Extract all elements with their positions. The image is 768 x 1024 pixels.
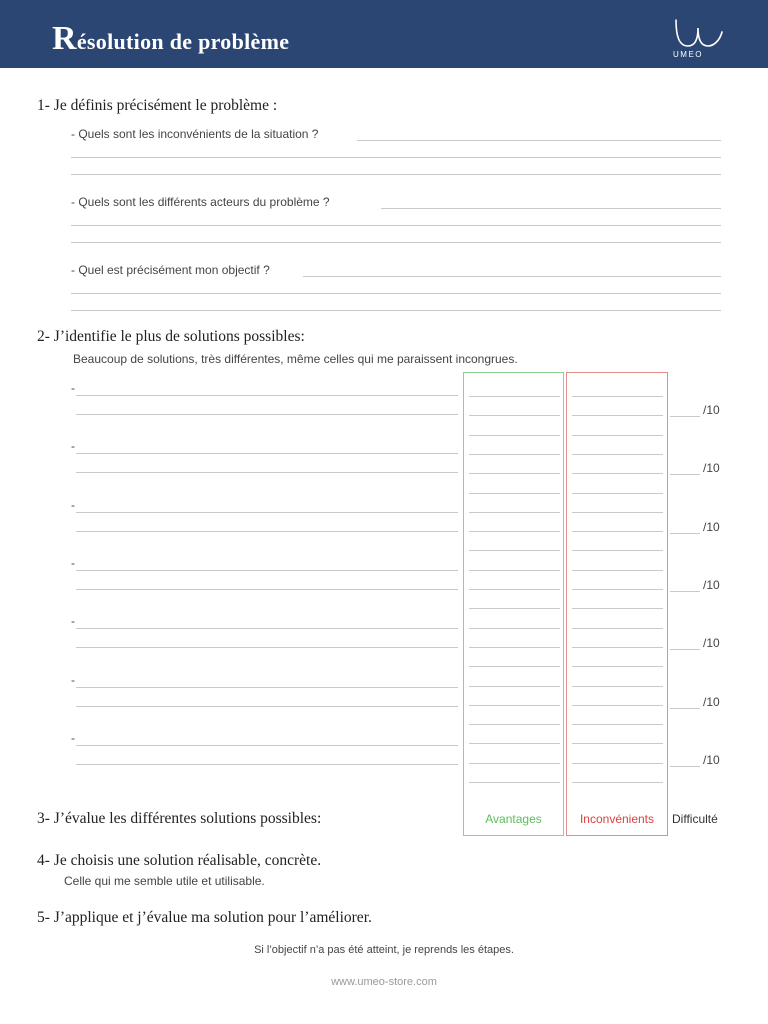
section-1-heading: 1- Je définis précisément le problème : xyxy=(37,97,278,114)
difficulty-score-line[interactable] xyxy=(670,766,700,767)
disadvantage-line[interactable] xyxy=(572,589,663,590)
disadvantage-line[interactable] xyxy=(572,705,663,706)
advantages-label: Avantages xyxy=(485,812,542,826)
solution-dash: - xyxy=(71,497,75,512)
advantage-line[interactable] xyxy=(469,666,560,667)
section-5-heading: 5- J’applique et j’évalue ma solution pour l’améliorer. xyxy=(37,909,372,926)
difficulty-score: /10 xyxy=(703,519,720,534)
advantages-column xyxy=(463,372,564,836)
answer-line[interactable] xyxy=(303,276,721,277)
difficulty-score-line[interactable] xyxy=(670,708,700,709)
solution-line[interactable] xyxy=(76,745,458,746)
answer-line[interactable] xyxy=(71,310,721,311)
difficulty-score: /10 xyxy=(703,577,720,592)
section-3-heading: 3- J’évalue les différentes solutions possibles: xyxy=(37,810,322,827)
disadvantage-line[interactable] xyxy=(572,454,663,455)
answer-line[interactable] xyxy=(71,157,721,158)
difficulty-score: /10 xyxy=(703,461,720,476)
advantage-line[interactable] xyxy=(469,473,560,474)
solution-line[interactable] xyxy=(76,589,458,590)
disadvantages-label: Inconvénients xyxy=(579,812,655,826)
advantage-line[interactable] xyxy=(469,724,560,725)
disadvantage-line[interactable] xyxy=(572,743,663,744)
solution-line[interactable] xyxy=(76,687,458,688)
difficulty-score: /10 xyxy=(703,636,720,651)
disadvantage-line[interactable] xyxy=(572,396,663,397)
title-initial: R xyxy=(52,20,77,57)
section-5-note: Si l’objectif n’a pas été atteint, je reprends les étapes. xyxy=(254,944,514,956)
disadvantage-line[interactable] xyxy=(572,570,663,571)
difficulty-score: /10 xyxy=(703,403,720,417)
solution-line[interactable] xyxy=(76,647,458,648)
difficulty-score-line[interactable] xyxy=(670,591,700,592)
difficulty-score: /10 xyxy=(703,752,720,767)
difficulty-score-line[interactable] xyxy=(670,533,700,534)
solution-line[interactable] xyxy=(76,414,458,415)
disadvantage-line[interactable] xyxy=(572,608,663,609)
answer-line[interactable] xyxy=(357,140,721,141)
question-inconvenients: - Quels sont les inconvénients de la situation ? xyxy=(71,127,319,141)
advantage-line[interactable] xyxy=(469,531,560,532)
advantage-line[interactable] xyxy=(469,608,560,609)
page-title xyxy=(52,22,289,56)
section-4-subtitle: Celle qui me semble utile et utilisable. xyxy=(64,874,265,888)
disadvantage-line[interactable] xyxy=(572,531,663,532)
solution-dash: - xyxy=(71,614,75,629)
difficulty-score-line[interactable] xyxy=(670,649,700,650)
disadvantage-line[interactable] xyxy=(572,435,663,436)
solution-line[interactable] xyxy=(76,531,458,532)
advantage-line[interactable] xyxy=(469,647,560,648)
disadvantage-line[interactable] xyxy=(572,493,663,494)
disadvantage-line[interactable] xyxy=(572,647,663,648)
advantage-line[interactable] xyxy=(469,743,560,744)
disadvantage-line[interactable] xyxy=(572,666,663,667)
answer-line[interactable] xyxy=(71,293,721,294)
question-acteurs: - Quels sont les différents acteurs du problème ? xyxy=(71,195,330,209)
disadvantages-column xyxy=(566,372,668,836)
answer-line[interactable] xyxy=(71,225,721,226)
title-rest: ésolution de problème xyxy=(76,29,290,54)
question-objectif: - Quel est précisément mon objectif ? xyxy=(71,263,270,277)
solution-line[interactable] xyxy=(76,706,458,707)
footer-url[interactable]: www.umeo-store.com xyxy=(331,976,437,988)
umeo-logo xyxy=(666,14,730,62)
disadvantage-line[interactable] xyxy=(572,550,663,551)
solution-line[interactable] xyxy=(76,453,458,454)
disadvantage-line[interactable] xyxy=(572,782,663,783)
advantage-line[interactable] xyxy=(469,493,560,494)
advantage-line[interactable] xyxy=(469,686,560,687)
answer-line[interactable] xyxy=(71,174,721,175)
solution-line[interactable] xyxy=(76,570,458,571)
disadvantage-line[interactable] xyxy=(572,473,663,474)
advantage-line[interactable] xyxy=(469,628,560,629)
solution-dash: - xyxy=(71,672,75,687)
advantage-line[interactable] xyxy=(469,570,560,571)
advantage-line[interactable] xyxy=(469,782,560,783)
difficulty-score-line[interactable] xyxy=(670,416,700,417)
section-4-heading: 4- Je choisis une solution réalisable, concrète. xyxy=(37,852,322,869)
disadvantage-line[interactable] xyxy=(572,628,663,629)
solution-dash: - xyxy=(71,381,75,395)
solution-dash: - xyxy=(71,555,75,570)
disadvantage-line[interactable] xyxy=(572,415,663,416)
answer-line[interactable] xyxy=(71,242,721,243)
solution-dash: - xyxy=(71,730,75,745)
advantage-line[interactable] xyxy=(469,763,560,764)
difficulty-score-line[interactable] xyxy=(670,474,700,475)
solution-line[interactable] xyxy=(76,764,458,765)
section-2-subtitle: Beaucoup de solutions, très différentes, même celles qui me paraissent incongrues. xyxy=(73,352,518,366)
page-header xyxy=(0,0,768,68)
advantage-line[interactable] xyxy=(469,435,560,436)
umeo-u-icon xyxy=(666,14,730,54)
difficulty-score: /10 xyxy=(703,694,720,709)
advantage-line[interactable] xyxy=(469,454,560,455)
advantage-line[interactable] xyxy=(469,589,560,590)
solution-dash: - xyxy=(71,439,75,454)
section-2-heading: 2- J’identifie le plus de solutions possibles: xyxy=(37,328,305,345)
disadvantage-line[interactable] xyxy=(572,686,663,687)
solution-line[interactable] xyxy=(76,628,458,629)
disadvantage-line[interactable] xyxy=(572,763,663,764)
disadvantage-line[interactable] xyxy=(572,512,663,513)
advantage-line[interactable] xyxy=(469,415,560,416)
answer-line[interactable] xyxy=(381,208,721,209)
advantage-line[interactable] xyxy=(469,550,560,551)
advantage-line[interactable] xyxy=(469,705,560,706)
disadvantage-line[interactable] xyxy=(572,724,663,725)
logo-text: UMEO xyxy=(673,50,703,59)
solution-line[interactable] xyxy=(76,472,458,473)
solution-line[interactable] xyxy=(76,512,458,513)
solution-line[interactable] xyxy=(76,395,458,396)
advantage-line[interactable] xyxy=(469,396,560,397)
difficulty-label: Difficulté xyxy=(672,812,718,826)
advantage-line[interactable] xyxy=(469,512,560,513)
